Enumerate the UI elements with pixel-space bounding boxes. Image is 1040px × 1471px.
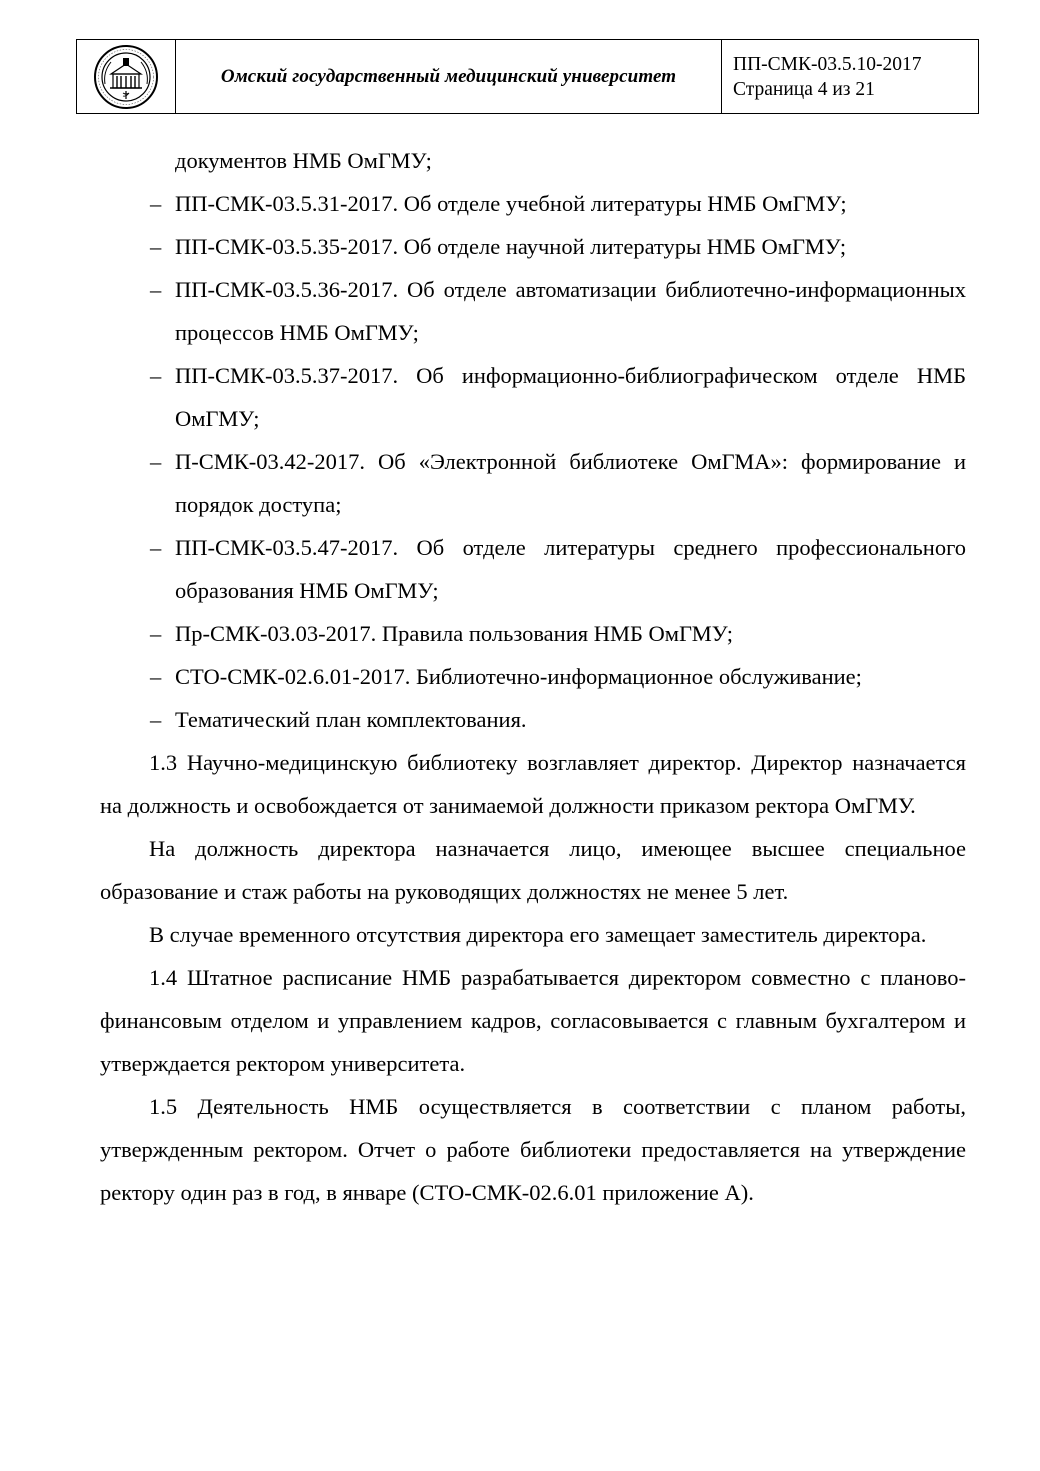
list-item: – ПП-СМК-03.5.35-2017. Об отделе научной литературы НМБ ОмГМУ; — [150, 234, 847, 259]
paragraph: 1.5 Деятельность НМБ осуществляется в соответствии с планом работы, утвержденным ректором. Отчет о работе библиотеки предоставляется на утверждение ректору один раз в год, в январе (СТО-СМК-02.6.01 приложение А). — [100, 1094, 966, 1205]
document-body — [100, 139, 966, 1214]
list-item: – СТО-СМК-02.6.01-2017. Библиотечно-информационное обслуживание; — [150, 664, 862, 689]
document-header — [76, 39, 979, 114]
paragraph: 1.3 Научно-медицинскую библиотеку возглавляет директор. Директор назначается на должность и освобождается от занимаемой должности приказом ректора ОмГМУ. — [100, 750, 966, 818]
paragraph: 1.4 Штатное расписание НМБ разрабатывается директором совместно с планово-финансовым отделом и управлением кадров, согласовывается с главным бухгалтером и утверждается ректором университета. — [100, 965, 966, 1076]
university-seal-icon — [93, 44, 159, 110]
list-item: – Пр-СМК-03.03-2017. Правила пользования НМБ ОмГМУ; — [150, 621, 734, 646]
list-continuation: документов НМБ ОмГМУ; — [175, 148, 432, 173]
list-item: – ПП-СМК-03.5.36-2017. Об отделе автоматизации библиотечно-информационных процессов НМБ ОмГМУ; — [150, 277, 966, 345]
paragraph: На должность директора назначается лицо, имеющее высшее специальное образование и стаж работы на руководящих должностях не менее 5 лет. — [100, 836, 966, 904]
list-item: – ПП-СМК-03.5.47-2017. Об отделе литературы среднего профессионального образования НМБ ОмГМУ; — [150, 535, 966, 603]
document-code: ПП-СМК-03.5.10-2017 — [733, 53, 922, 75]
list-item: – ПП-СМК-03.5.31-2017. Об отделе учебной литературы НМБ ОмГМУ; — [150, 191, 847, 216]
document-meta — [722, 40, 978, 113]
page-number: Страница 4 из 21 — [733, 78, 875, 100]
logo-cell — [77, 40, 176, 113]
list-item: – ПП-СМК-03.5.37-2017. Об информационно-библиографическом отделе НМБ ОмГМУ; — [150, 363, 966, 431]
paragraph: В случае временного отсутствия директора его замещает заместитель директора. — [149, 922, 927, 947]
list-item: – Тематический план комплектования. — [150, 707, 527, 732]
organization-title: Омский государственный медицинский университет — [176, 40, 722, 113]
list-item: – П-СМК-03.42-2017. Об «Электронной библиотеке ОмГМА»: формирование и порядок доступа; — [150, 449, 966, 517]
